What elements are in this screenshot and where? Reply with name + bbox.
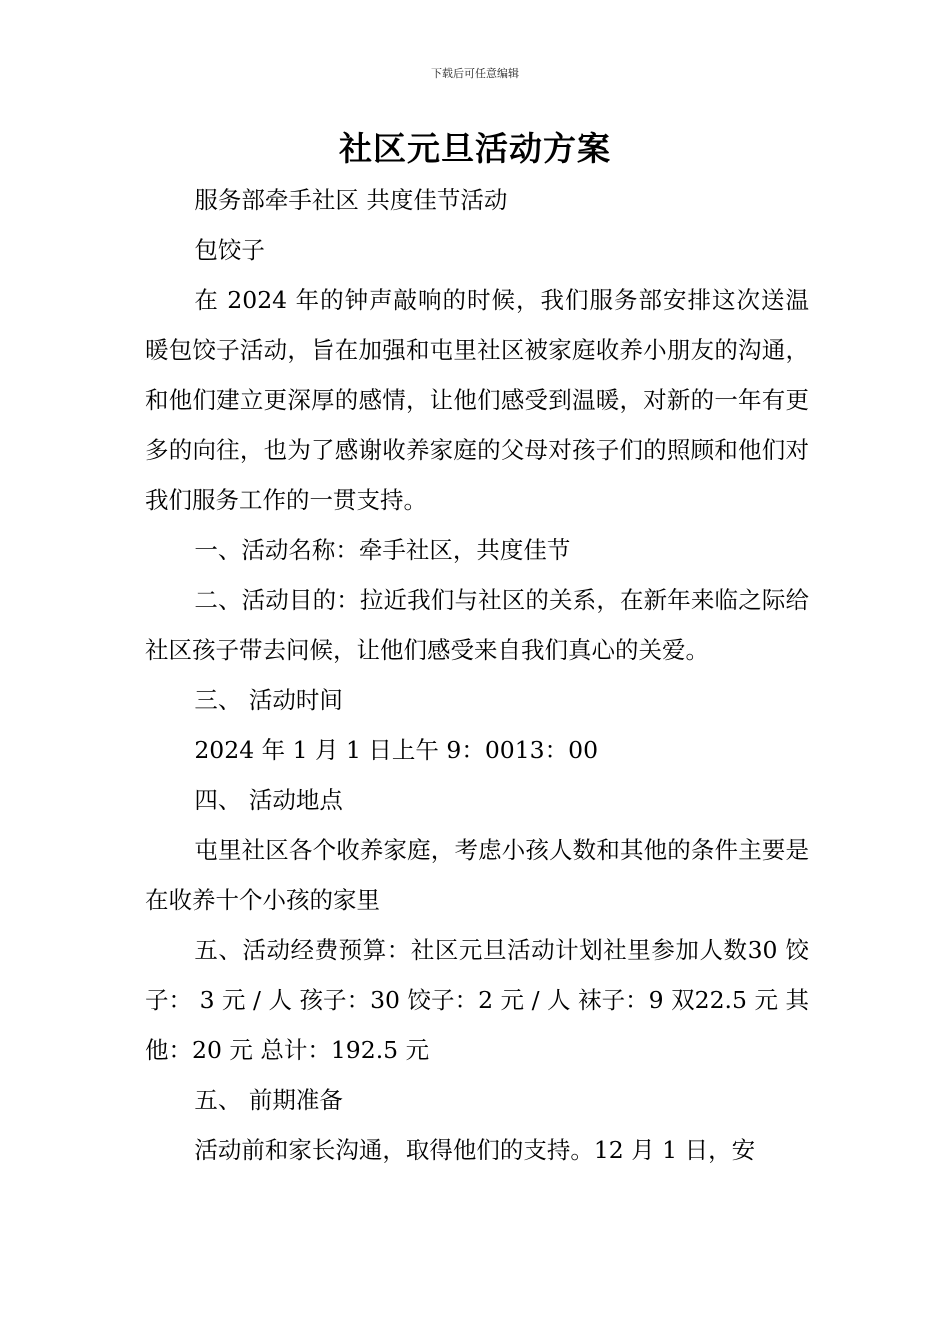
section-preparation-heading: 五、 前期准备 <box>194 1086 343 1114</box>
document-body <box>145 175 809 1175</box>
activity-subtitle: 包饺子 <box>194 236 265 264</box>
section-activity-location-heading: 四、 活动地点 <box>194 786 343 814</box>
section-activity-time-heading: 三、 活动时间 <box>194 686 343 714</box>
subtitle-line: 服务部牵手社区 共度佳节活动 <box>194 186 508 214</box>
preparation-paragraph: 活动前和家长沟通，取得他们的支持。12 月 1 日，安 <box>194 1136 756 1164</box>
document-title: 社区元旦活动方案 <box>339 129 611 168</box>
header-note: 下载后可任意编辑 <box>431 67 519 80</box>
activity-time-value: 2024 年 1 月 1 日上午 9：0013：00 <box>194 736 599 764</box>
section-budget: 五、活动经费预算：社区元旦活动计划社里参加人数30 饺子： 3 元 / 人 孩子：30 饺子：2 元 / 人 袜子：9 双22.5 元 其他：20 元 总计：192.5 元 <box>145 936 809 1064</box>
intro-paragraph: 在 2024 年的钟声敲响的时候，我们服务部安排这次送温暖包饺子活动，旨在加强和屯里社区被家庭收养小朋友的沟通，和他们建立更深厚的感情，让他们感受到温暖，对新的一年有更多的向往，也为了感谢收养家庭的父母对孩子们的照顾和他们对我们服务工作的一贯支持。 <box>145 286 809 514</box>
section-activity-name: 一、活动名称：牵手社区，共度佳节 <box>194 536 571 564</box>
activity-location-value: 屯里社区各个收养家庭，考虑小孩人数和其他的条件主要是在收养十个小孩的家里 <box>145 836 809 914</box>
section-activity-purpose: 二、活动目的：拉近我们与社区的关系，在新年来临之际给社区孩子带去问候，让他们感受来自我们真心的关爱。 <box>145 586 809 664</box>
